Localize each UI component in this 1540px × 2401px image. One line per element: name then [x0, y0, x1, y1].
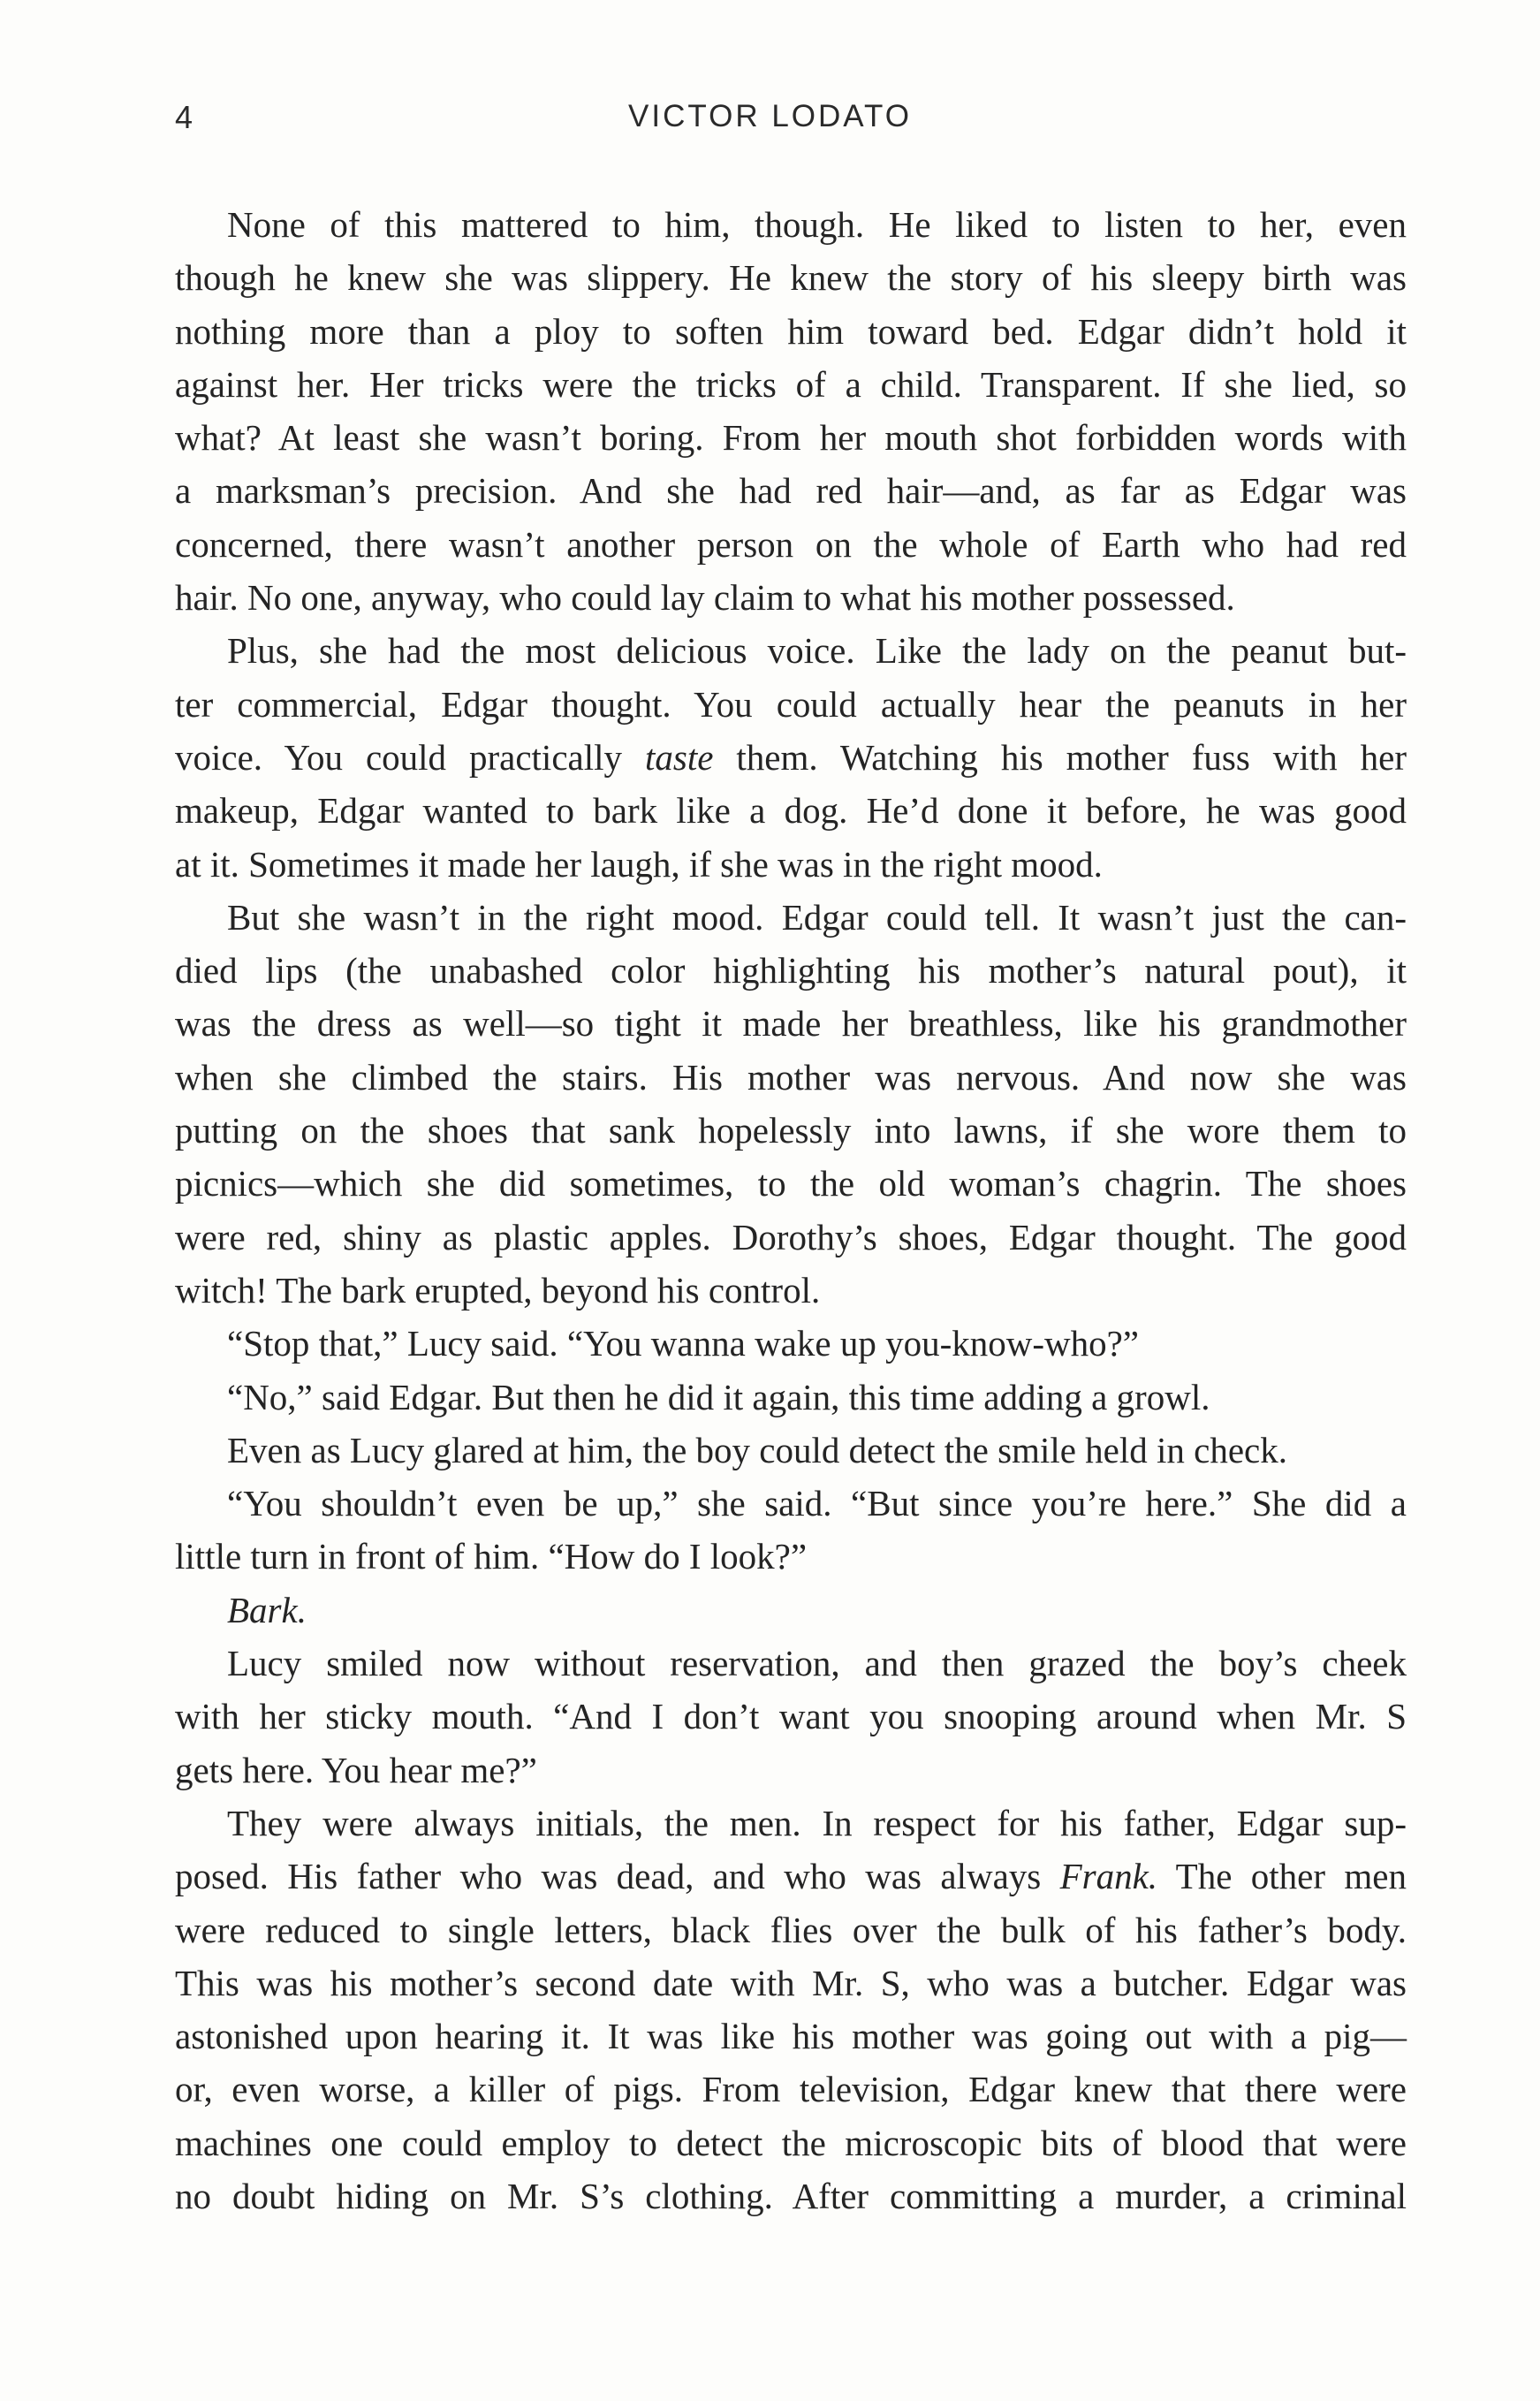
text-line: “No,” said Edgar. But then he did it again, this time adding a growl.: [227, 1376, 1210, 1417]
text-line: machines one could employ to detect the microscopic bits of blood that were: [175, 2122, 1407, 2163]
text-line: They were always initials, the men. In respect for his father, Edgar sup-: [227, 1802, 1407, 1843]
text-line: with her sticky mouth. “And I don’t want you snooping around when Mr. S: [175, 1696, 1407, 1737]
text-line: But she wasn’t in the right mood. Edgar could tell. It wasn’t just the can-: [227, 896, 1407, 938]
text-line: makeup, Edgar wanted to bark like a dog. He’d done it before, he was good: [175, 790, 1407, 832]
text-line: little turn in front of him. “How do I look?”: [175, 1536, 808, 1577]
text-line: ter commercial, Edgar thought. You could actually hear the peanuts in her: [175, 683, 1407, 725]
running-head: VICTOR LODATO: [628, 99, 912, 133]
text-line: Plus, she had the most delicious voice. Like the lady on the peanut but-: [227, 630, 1407, 672]
text-line: concerned, there wasn’t another person on the whole of Earth who had red: [175, 523, 1407, 565]
text-line: putting on the shoes that sank hopelessly into lawns, if she wore them to: [175, 1110, 1407, 1151]
text-line: This was his mother’s second date with Mr. S, who was a butcher. Edgar was: [175, 1962, 1407, 2003]
text-line: “You shouldn’t even be up,” she said. “But since you’re here.” She did a: [227, 1483, 1407, 1524]
text-line: posed. His father who was dead, and who was always Frank. The other men: [175, 1856, 1407, 1897]
text-line: what? At least she wasn’t boring. From her mouth shot forbidden words with: [175, 417, 1407, 459]
text-line: was the dress as well—so tight it made her breathless, like his grandmother: [175, 1003, 1407, 1045]
page-header: [0, 99, 1540, 143]
text-line: astonished upon hearing it. It was like his mother was going out with a pig—: [175, 2016, 1407, 2057]
text-line: witch! The bark erupted, beyond his control.: [175, 1269, 821, 1311]
text-line: no doubt hiding on Mr. S’s clothing. After committing a murder, a criminal: [175, 2175, 1407, 2216]
text-line: “Stop that,” Lucy said. “You wanna wake up you-know-who?”: [227, 1323, 1139, 1364]
text-line: a marksman’s precision. And she had red hair—and, as far as Edgar was: [175, 470, 1407, 512]
text-line: died lips (the unabashed color highlighting his mother’s natural pout), it: [175, 950, 1407, 992]
text-line: though he knew she was slippery. He knew the story of his sleepy birth was: [175, 257, 1407, 299]
text-line: hair. No one, anyway, who could lay claim to what his mother possessed.: [175, 577, 1235, 619]
text-line: against her. Her tricks were the tricks of a child. Transparent. If she lied, so: [175, 363, 1407, 405]
body-text: [175, 198, 1407, 2222]
text-line: Even as Lucy glared at him, the boy could detect the smile held in check.: [227, 1429, 1287, 1470]
text-line: None of this mattered to him, though. He liked to listen to her, even: [227, 204, 1407, 245]
text-line: picnics—which she did sometimes, to the old woman’s chagrin. The shoes: [175, 1163, 1407, 1204]
text-line: or, even worse, a killer of pigs. From television, Edgar knew that there were: [175, 2069, 1407, 2110]
text-line: at it. Sometimes it made her laugh, if she was in the right mood.: [175, 843, 1103, 885]
text-line: were red, shiny as plastic apples. Dorothy’s shoes, Edgar thought. The good: [175, 1216, 1407, 1257]
text-line: voice. You could practically taste them. Watching his mother fuss with her: [175, 736, 1407, 778]
text-line: Bark.: [227, 1589, 307, 1630]
text-line: were reduced to single letters, black flies over the bulk of his father’s body.: [175, 1909, 1407, 1950]
page-number: 4: [175, 99, 194, 135]
text-line: when she climbed the stairs. His mother was nervous. And now she was: [175, 1056, 1407, 1098]
text-line: nothing more than a ploy to soften him toward bed. Edgar didn’t hold it: [175, 310, 1407, 352]
text-line: Lucy smiled now without reservation, and then grazed the boy’s cheek: [227, 1643, 1407, 1684]
text-line: gets here. You hear me?”: [175, 1749, 537, 1790]
